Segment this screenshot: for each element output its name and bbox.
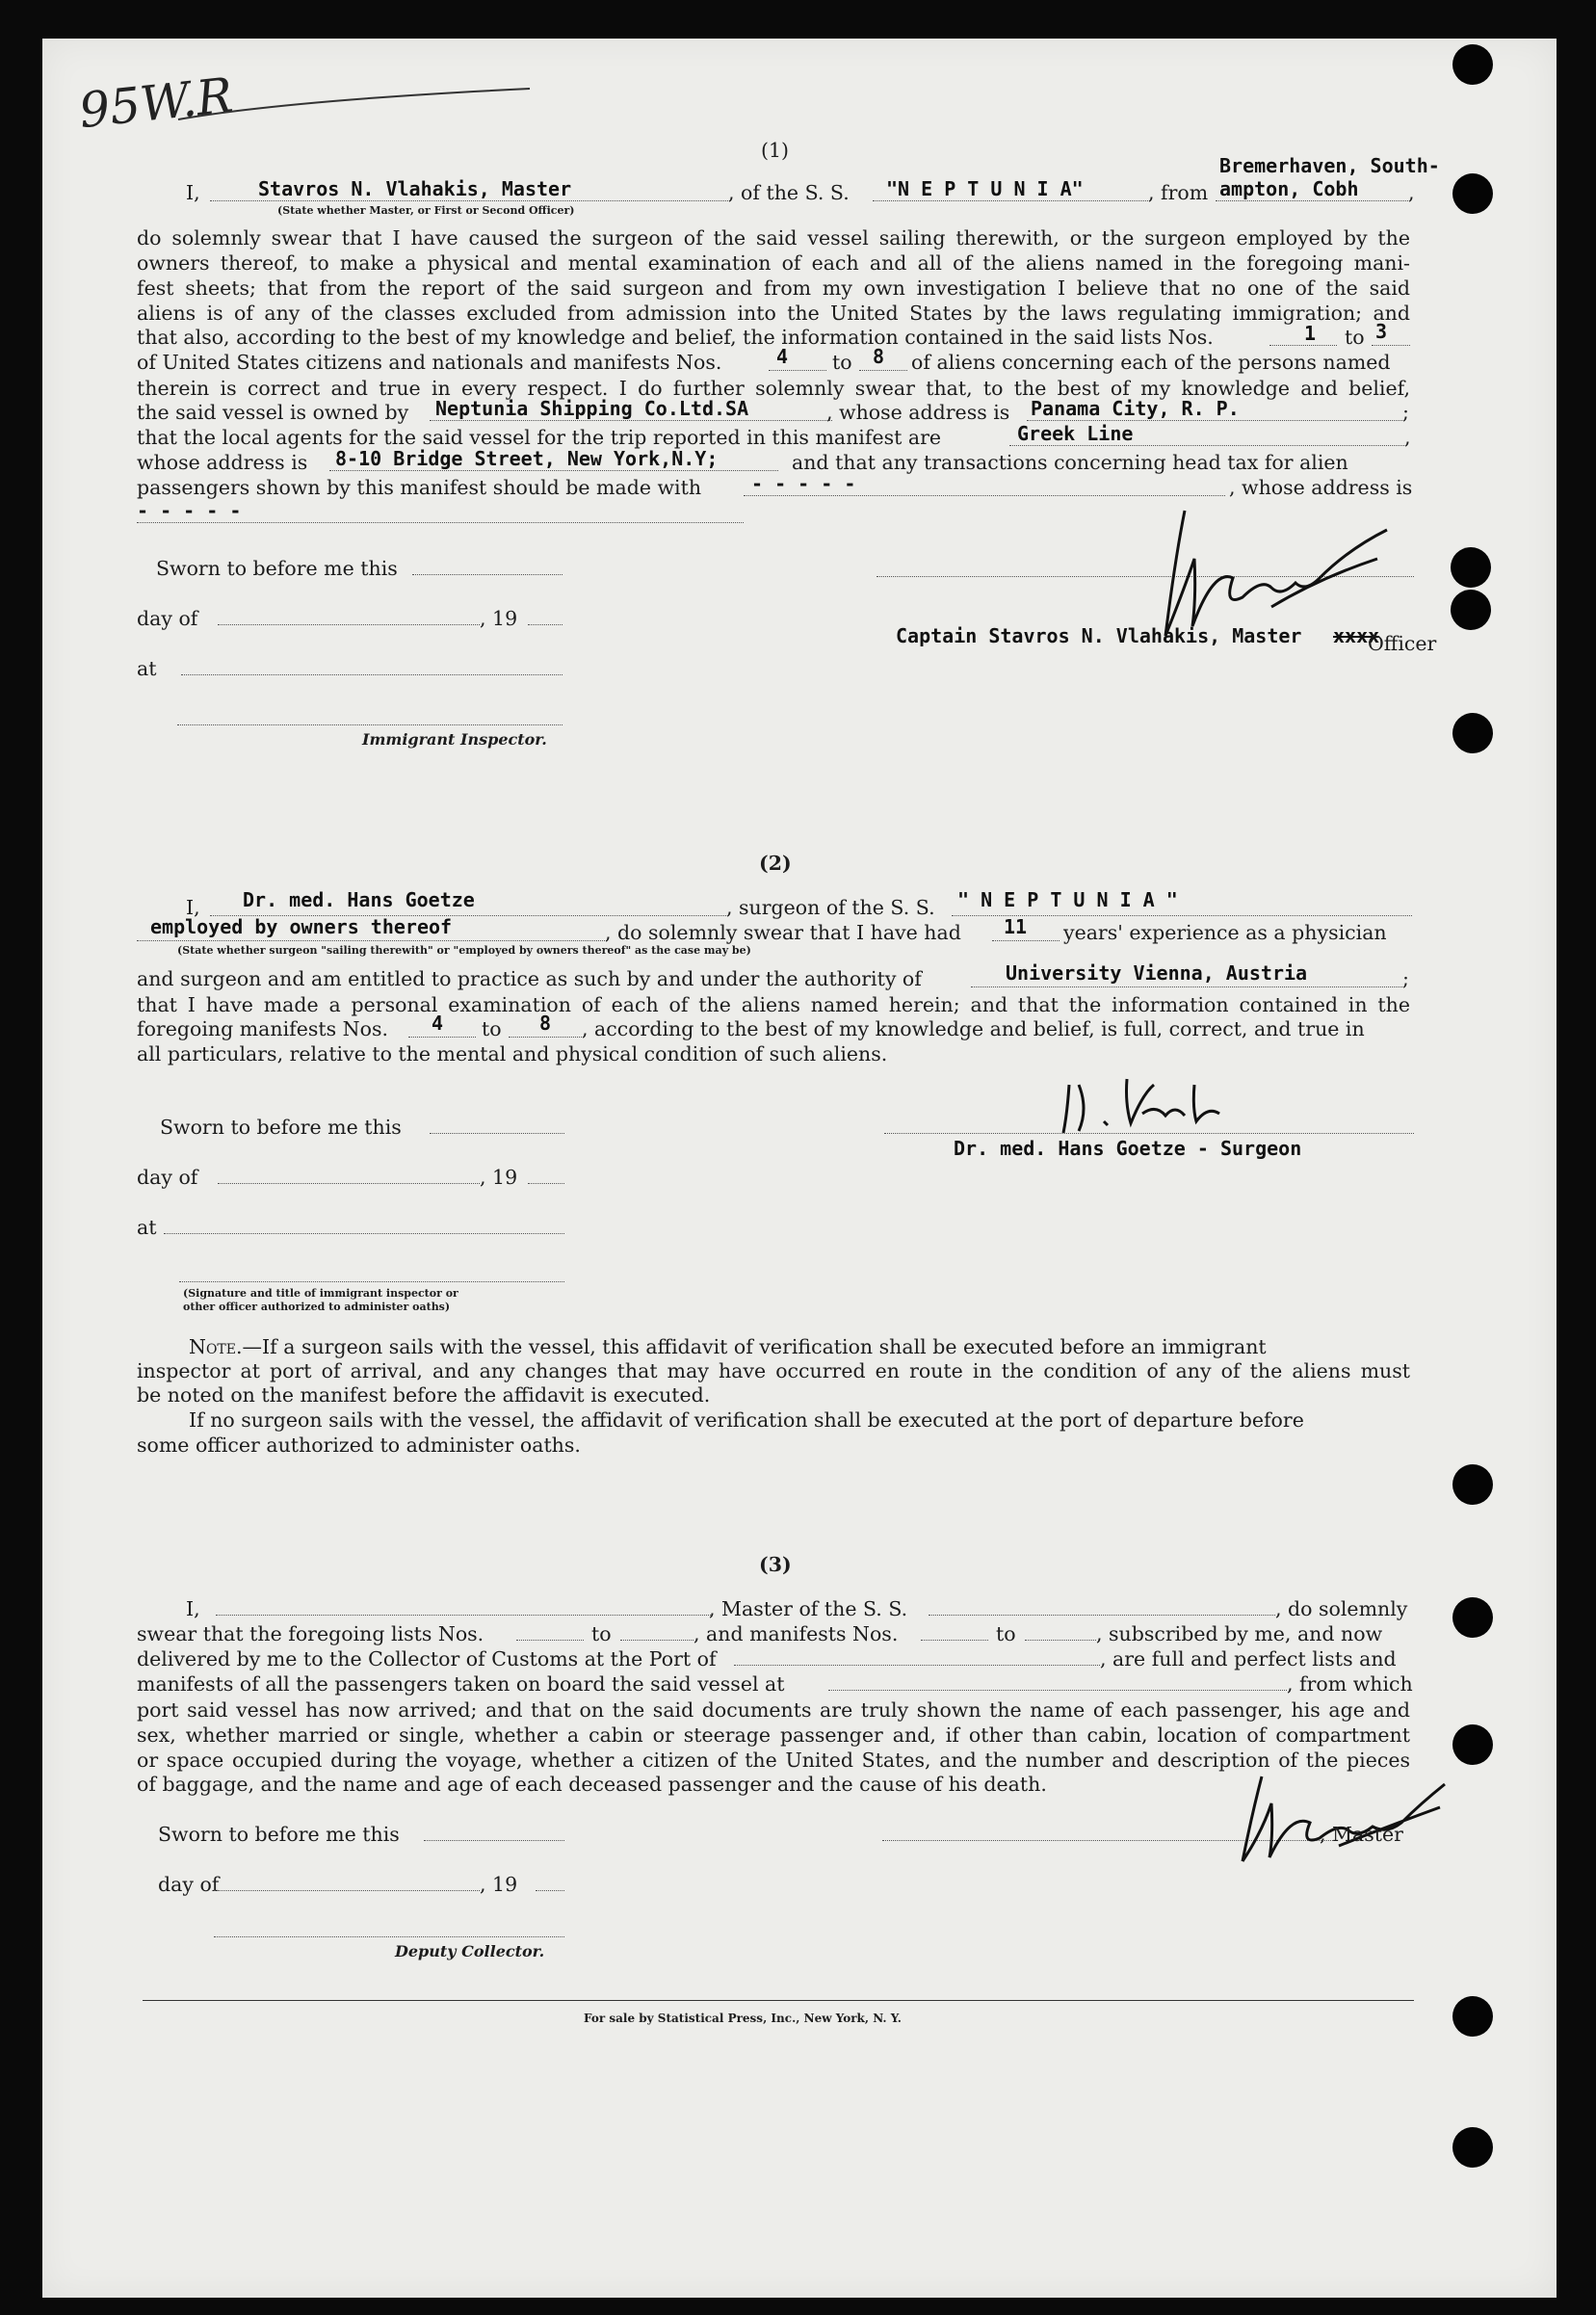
s2-day-line — [218, 1183, 480, 1184]
punch-hole — [1452, 2127, 1493, 2168]
marginal-underline — [173, 81, 539, 139]
s3-para-line-7: or space occupied during the voyage, whether a citizen of the United States, and the number and description of the pieces — [137, 1749, 1410, 1772]
s3-lists-from-line — [516, 1640, 584, 1641]
s2-manifests-from-line — [408, 1037, 476, 1038]
s3-year-line — [536, 1890, 564, 1891]
marginal-note: 95W.R — [76, 66, 236, 140]
s1-para-line-11a: passengers shown by this manifest should be made with — [137, 476, 702, 499]
ship-name: "N E P T U N I A" — [886, 177, 1084, 200]
s3-master-name-line — [216, 1615, 711, 1616]
s3-master-label: , Master — [1320, 1823, 1403, 1846]
s2-employment-note: (State whether surgeon "sailing therewith" or "employed by owners thereof" as the case may be) — [177, 944, 751, 957]
s1-comma: , — [1408, 181, 1415, 204]
s1-year-prefix: , 19 — [480, 607, 518, 630]
s2-years-label: years' experience as a physician — [1063, 921, 1387, 944]
manifests-from-line — [769, 370, 826, 371]
s2-at: at — [137, 1216, 157, 1239]
s1-para-line-3: fest sheets; that from the report of the said surgeon and from my own investigation I believe that no one of the said — [137, 276, 1410, 300]
s1-at-line — [181, 674, 563, 675]
years-experience: 11 — [1004, 915, 1028, 938]
manifests-to-line — [859, 370, 907, 371]
footer-rule — [143, 2000, 1414, 2001]
s3-para-line-2a: swear that the foregoing lists Nos. — [137, 1622, 484, 1645]
s3-lists-to-line — [620, 1640, 693, 1641]
lists-to: 3 — [1375, 320, 1388, 343]
lists-from: 1 — [1304, 322, 1317, 345]
note-line-4: If no surgeon sails with the vessel, the affidavit of verification shall be executed at the port of departure before — [189, 1408, 1304, 1432]
s1-para-line-2: owners thereof, to make a physical and mental examination of each and all of the aliens named in the foregoing mani- — [137, 251, 1410, 275]
s1-from-label: , from — [1148, 181, 1209, 204]
s3-ship-line — [929, 1615, 1275, 1616]
s1-sworn-line — [412, 574, 563, 575]
s3-embark-line — [828, 1690, 1287, 1691]
practice-authority: University Vienna, Austria — [1006, 961, 1308, 985]
s3-para-line-8: of baggage, and the name and age of each deceased passenger and the cause of his death. — [137, 1773, 1047, 1796]
s1-day-line — [218, 624, 480, 625]
s1-para-line-9: that the local agents for the said vessel for the trip reported in this manifest are — [137, 426, 942, 449]
s3-i-label: I, — [186, 1597, 200, 1620]
port-line — [1216, 200, 1408, 201]
lists-to-line — [1372, 345, 1410, 346]
s1-para-line-1: do solemnly swear that I have caused the surgeon of the said vessel sailing therewith, or the surgeon employed by the — [137, 226, 1410, 250]
printer-imprint: For sale by Statistical Press, Inc., New York, N. Y. — [584, 2012, 902, 2025]
s3-to-1: to — [591, 1622, 612, 1645]
surgeon-name: Dr. med. Hans Goetze — [243, 888, 475, 911]
s1-i-label: I, — [186, 181, 200, 204]
punch-hole — [1452, 44, 1493, 85]
master-signature-caption: Captain Stavros N. Vlahakis, Master — [896, 624, 1302, 647]
s2-para-line-3b: , according to the best of my knowledge and belief, is full, correct, and true in — [582, 1017, 1365, 1040]
manifests-from: 4 — [776, 345, 789, 368]
struck-text: xxxx — [1333, 624, 1380, 647]
s3-day-line — [214, 1890, 480, 1891]
section-1-number: (1) — [761, 139, 790, 162]
head-tax-address-line — [137, 522, 744, 523]
s1-semicolon: ; — [1402, 401, 1409, 424]
punch-hole — [1452, 1996, 1493, 2037]
s2-i-label: I, — [186, 896, 200, 919]
punch-hole — [1452, 173, 1493, 214]
master-name-line — [210, 200, 730, 201]
s2-semicolon: ; — [1402, 967, 1409, 990]
s2-sig-note-2: other officer authorized to administer oaths) — [183, 1301, 451, 1313]
s2-ship-name: " N E P T U N I A " — [957, 888, 1178, 911]
master-signature-3 — [1223, 1765, 1454, 1871]
s3-manifests-to-line — [1025, 1640, 1096, 1641]
s1-para-line-8a: the said vessel is owned by — [137, 401, 409, 424]
s1-to-1: to — [1345, 326, 1365, 349]
s3-sworn-line — [424, 1840, 564, 1841]
s3-sworn-label: Sworn to before me this — [158, 1823, 400, 1846]
punch-hole — [1452, 1597, 1493, 1638]
manifests-to: 8 — [873, 345, 885, 368]
master-name: Stavros N. Vlahakis, Master — [258, 177, 572, 200]
head-tax-party: - - - - - — [751, 472, 856, 495]
surgeon-employment: employed by owners thereof — [150, 915, 453, 938]
vessel-owner: Neptunia Shipping Co.Ltd.SA — [435, 397, 749, 420]
s1-to-2: to — [832, 351, 852, 374]
note-label: Note. — [189, 1335, 243, 1358]
s2-para-line-2: that I have made a personal examination of each of the aliens named herein; and that the information contained in the — [137, 993, 1410, 1016]
s1-sworn-label: Sworn to before me this — [156, 557, 398, 580]
s1-day-of: day of — [137, 607, 198, 630]
owner-address: Panama City, R. P. — [1031, 397, 1240, 420]
s1-of-ss: , of the S. S. — [728, 181, 850, 204]
s1-at: at — [137, 657, 157, 680]
s1-para-line-11b: , whose address is — [1229, 476, 1413, 499]
years-line — [992, 940, 1060, 941]
s2-year-prefix: , 19 — [480, 1166, 518, 1189]
ship-line — [873, 200, 1150, 201]
s3-solemnly: , do solemnly — [1275, 1597, 1408, 1620]
punch-hole — [1451, 590, 1491, 630]
s1-para-line-6b: of aliens concerning each of the persons named — [911, 351, 1391, 374]
s2-para-line-3a: foregoing manifests Nos. — [137, 1017, 388, 1040]
owner-line — [430, 420, 832, 421]
officer-label: Officer — [1368, 632, 1437, 655]
s3-para-line-6: sex, whether married or single, whether a cabin or steerage passenger and, if other than cabin, location of compartment — [137, 1723, 1410, 1747]
s3-para-line-4a: manifests of all the passengers taken on board the said vessel at — [137, 1672, 785, 1696]
agent-address: 8-10 Bridge Street, New York,N.Y; — [335, 447, 719, 470]
s2-swear: , do solemnly swear that I have had — [605, 921, 961, 944]
s3-master-of: , Master of the S. S. — [709, 1597, 908, 1620]
employment-line — [137, 940, 607, 941]
s3-to-2: to — [996, 1622, 1016, 1645]
s1-para-line-6a: of United States citizens and nationals and manifests Nos. — [137, 351, 722, 374]
departure-port-line1: Bremerhaven, South- — [1219, 154, 1440, 177]
surgeon-signature-caption: Dr. med. Hans Goetze - Surgeon — [954, 1137, 1302, 1160]
local-agents: Greek Line — [1017, 422, 1134, 445]
punch-hole — [1452, 713, 1493, 753]
s1-comma-2: , — [1404, 426, 1411, 449]
lists-from-line — [1269, 345, 1337, 346]
s2-para-line-4: all particulars, relative to the mental and physical condition of such aliens. — [137, 1042, 888, 1065]
s2-year-line — [528, 1183, 564, 1184]
inspector-caption: Immigrant Inspector. — [362, 730, 547, 749]
s3-para-line-4b: , from which — [1287, 1672, 1413, 1696]
s2-sig-note-1: (Signature and title of immigrant inspector or — [183, 1287, 458, 1300]
section-2-number: (2) — [759, 852, 792, 875]
s1-para-line-5: that also, according to the best of my knowledge and belief, the information contained in the said lists Nos. — [137, 326, 1214, 349]
note-line-3: be noted on the manifest before the affidavit is executed. — [137, 1383, 711, 1407]
note-line-5: some officer authorized to administer oaths. — [137, 1434, 581, 1457]
s2-sworn-label: Sworn to before me this — [160, 1116, 402, 1139]
collector-caption: Deputy Collector. — [395, 1942, 545, 1960]
s1-year-line — [528, 624, 563, 625]
s3-para-line-2c: , subscribed by me, and now — [1096, 1622, 1383, 1645]
punch-hole — [1452, 1724, 1493, 1765]
s2-officer-signature-line — [179, 1281, 564, 1282]
s3-para-line-2b: , and manifests Nos. — [693, 1622, 899, 1645]
owner-address-line — [1027, 420, 1402, 421]
s2-day-of: day of — [137, 1166, 198, 1189]
s2-manifests-to-line — [509, 1037, 582, 1038]
s2-to: to — [482, 1017, 502, 1040]
agents-line — [1009, 445, 1404, 446]
punch-hole — [1451, 547, 1491, 588]
note-line-1-text: —If a surgeon sails with the vessel, this affidavit of verification shall be executed before an immigrant — [242, 1335, 1267, 1358]
s3-para-line-3b: , are full and perfect lists and — [1100, 1647, 1397, 1670]
s3-port-line — [734, 1665, 1100, 1666]
s1-para-line-4: aliens is of any of the classes excluded from admission into the United States by the laws regulating immigration; and — [137, 302, 1410, 325]
head-tax-address: - - - - - — [137, 499, 242, 522]
collector-signature-line — [214, 1936, 564, 1937]
punch-hole — [1452, 1464, 1493, 1505]
note-block-line-1 — [189, 1335, 1267, 1358]
departure-port-line2: ampton, Cobh — [1219, 177, 1359, 200]
note-line-2: inspector at port of arrival, and any changes that may have occurred en route in the condition of any of the aliens must — [137, 1359, 1410, 1382]
s1-para-line-10a: whose address is — [137, 451, 308, 474]
section-3-number: (3) — [759, 1553, 792, 1576]
s3-day-of: day of — [158, 1873, 220, 1896]
s2-surgeon-of: , surgeon of the S. S. — [726, 896, 935, 919]
s3-para-line-5: port said vessel has now arrived; and that on the said documents are truly shown the name of each passenger, his age and — [137, 1698, 1410, 1722]
s1-para-line-7: therein is correct and true in every respect. I do further solemnly swear that, to the best of my knowledge and belief, — [137, 377, 1410, 400]
s2-at-line — [164, 1233, 564, 1234]
agent-address-line — [329, 470, 778, 471]
s2-manifests-from: 4 — [432, 1012, 444, 1035]
s1-title-note: (State whether Master, or First or Second Officer) — [277, 204, 575, 217]
s1-para-line-8b: , whose address is — [826, 401, 1010, 424]
s1-para-line-10b: and that any transactions concerning head tax for alien — [792, 451, 1348, 474]
inspector-signature-line — [177, 724, 563, 725]
s3-year-prefix: , 19 — [480, 1873, 518, 1896]
s2-manifests-to: 8 — [539, 1012, 552, 1035]
s2-sworn-line — [430, 1133, 564, 1134]
surgeon-signature — [1050, 1065, 1281, 1143]
s3-para-line-3a: delivered by me to the Collector of Customs at the Port of — [137, 1647, 717, 1670]
head-tax-line — [744, 495, 1225, 496]
s3-manifests-from-line — [921, 1640, 988, 1641]
s2-para-line-1: and surgeon and am entitled to practice as such by and under the authority of — [137, 967, 922, 990]
